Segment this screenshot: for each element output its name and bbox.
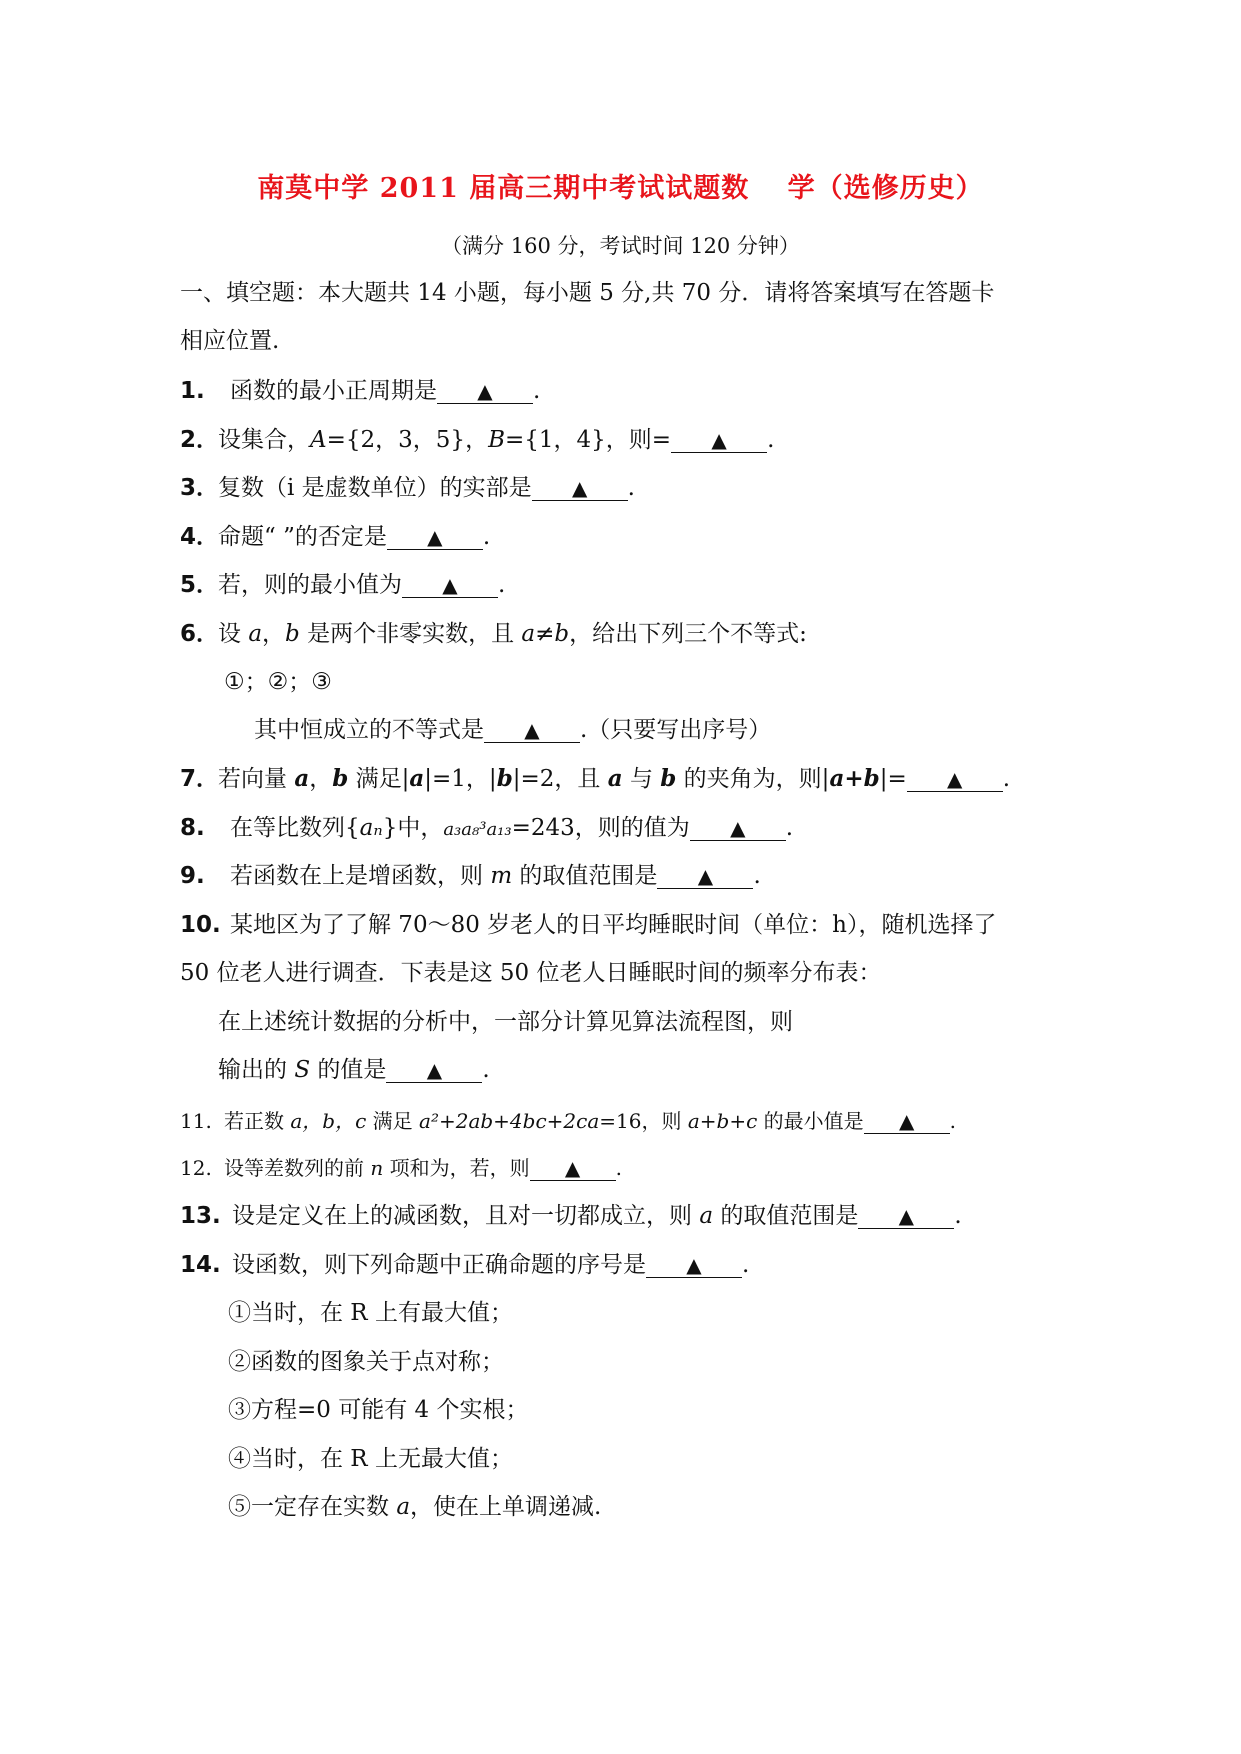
question-12 bbox=[180, 1153, 622, 1183]
question-text: 复数（i 是虚数单位）的实部是 bbox=[218, 475, 532, 501]
question-number: 11. bbox=[180, 1109, 212, 1133]
question-number: 7． bbox=[180, 766, 220, 792]
answer-blank bbox=[858, 1204, 954, 1229]
punctuation: . bbox=[742, 1252, 750, 1278]
var-a: a bbox=[248, 621, 263, 647]
answer-blank bbox=[864, 1109, 950, 1134]
vector-a: a bbox=[607, 765, 623, 792]
vector-b: b bbox=[660, 765, 677, 792]
question-text: 若向量 bbox=[218, 766, 295, 792]
question-number: 12. bbox=[180, 1156, 212, 1180]
question-6-sub bbox=[254, 715, 771, 745]
question-10 bbox=[180, 910, 996, 940]
question-text: ， bbox=[309, 766, 333, 792]
triangle-marker-icon: ▲ bbox=[898, 1204, 915, 1228]
question-8 bbox=[180, 813, 793, 845]
question-14 bbox=[180, 1250, 749, 1280]
punctuation: . bbox=[785, 815, 794, 841]
question-text: 设函数，则下列命题中正确命题的序号是 bbox=[232, 1252, 646, 1278]
question-text: 的最小值是 bbox=[757, 1109, 864, 1133]
question-6 bbox=[180, 619, 807, 649]
answer-blank bbox=[402, 573, 498, 598]
triangle-marker-icon: ▲ bbox=[898, 1109, 915, 1133]
var-a: a bbox=[699, 1203, 714, 1229]
answer-blank bbox=[671, 428, 767, 453]
vector-a: a bbox=[409, 765, 425, 792]
question-number: 3． bbox=[180, 475, 220, 501]
question-text: 设集合， bbox=[218, 427, 310, 453]
question-10-line-2: 50 位老人进行调查．下表是这 50 位老人日睡眠时间的频率分布表： bbox=[180, 960, 882, 986]
triangle-marker-icon: ▲ bbox=[730, 816, 746, 840]
vector-sum: a+b bbox=[829, 765, 880, 792]
question-text: 的取值范围是 bbox=[713, 1203, 859, 1229]
question-14-item-1: ①当时，在 R 上有最大值； bbox=[228, 1300, 513, 1326]
question-number: 9. bbox=[180, 863, 205, 889]
product-expression: a₃a₈³a₁₃ bbox=[443, 819, 512, 840]
var-m: m bbox=[490, 863, 513, 889]
answer-blank bbox=[690, 816, 786, 841]
punctuation: . bbox=[615, 1156, 622, 1180]
section-instructions-cont: 相应位置. bbox=[180, 328, 280, 354]
expression: a²+2ab+4bc+2ca bbox=[419, 1109, 600, 1133]
triangle-marker-icon: ▲ bbox=[477, 379, 493, 403]
section-instructions: 一、填空题：本大题共 14 小题，每小题 5 分,共 70 分．请将答案填写在答题卡 bbox=[180, 280, 995, 306]
question-text: |= bbox=[879, 766, 907, 792]
question-2 bbox=[180, 425, 774, 455]
triangle-marker-icon: ▲ bbox=[426, 1058, 443, 1082]
question-text: ，使在上单调递减. bbox=[410, 1494, 602, 1520]
question-text: 其中恒成立的不等式是 bbox=[254, 717, 484, 743]
vector-b: b bbox=[332, 765, 349, 792]
question-number: 1. bbox=[180, 378, 205, 404]
question-text: 满足 bbox=[366, 1109, 420, 1133]
question-text: ，给出下列三个不等式: bbox=[569, 621, 807, 647]
question-text: ={1，4}，则= bbox=[504, 427, 672, 453]
question-text: 设等差数列的前 bbox=[224, 1156, 371, 1180]
question-text: 的值是 bbox=[310, 1057, 387, 1083]
question-14-item-4: ④当时，在 R 上无最大值； bbox=[228, 1446, 513, 1472]
sequence-term: aₙ bbox=[359, 815, 383, 841]
question-number: 14. bbox=[180, 1252, 221, 1278]
question-text: 与 bbox=[622, 766, 661, 792]
question-number: 8. bbox=[180, 815, 205, 841]
question-10-line-3: 在上述统计数据的分析中，一部分计算见算法流程图，则 bbox=[218, 1009, 793, 1035]
punctuation: . bbox=[627, 475, 635, 501]
punctuation: . bbox=[533, 378, 541, 404]
question-text: 函数的最小正周期是 bbox=[230, 378, 437, 404]
punctuation: . bbox=[498, 572, 506, 598]
set-a: A bbox=[310, 427, 327, 453]
answer-blank bbox=[484, 718, 580, 743]
triangle-marker-icon: ▲ bbox=[697, 864, 714, 888]
question-text: 某地区为了了解 70～80 岁老人的日平均睡眠时间（单位：h），随机选择了 bbox=[230, 912, 997, 938]
triangle-marker-icon: ▲ bbox=[524, 718, 540, 742]
question-5 bbox=[180, 570, 505, 600]
var-b: b bbox=[285, 621, 300, 647]
triangle-marker-icon: ▲ bbox=[711, 428, 727, 452]
question-number: 2． bbox=[180, 427, 220, 453]
question-14-item-2: ②函数的图象关于点对称； bbox=[228, 1349, 504, 1375]
triangle-marker-icon: ▲ bbox=[442, 573, 458, 597]
question-13 bbox=[180, 1201, 962, 1231]
answer-blank bbox=[386, 1058, 482, 1083]
triangle-marker-icon: ▲ bbox=[427, 525, 443, 549]
triangle-marker-icon: ▲ bbox=[686, 1253, 702, 1277]
question-text: 的取值范围是 bbox=[512, 863, 658, 889]
question-text: ={2，3，5}， bbox=[326, 427, 489, 453]
punctuation: . bbox=[949, 1109, 957, 1133]
sum-expression: a+b+c bbox=[687, 1109, 758, 1133]
question-text: 是两个非零实数，且 bbox=[299, 621, 522, 647]
triangle-marker-icon: ▲ bbox=[564, 1156, 581, 1180]
question-text: 设是定义在上的减函数，且对一切都成立，则 bbox=[232, 1203, 700, 1229]
var-a: a bbox=[396, 1494, 411, 1520]
question-text: 满足| bbox=[348, 766, 410, 792]
question-text: }中， bbox=[382, 815, 444, 841]
answer-blank bbox=[657, 864, 753, 889]
punctuation: . bbox=[767, 427, 775, 453]
answer-blank bbox=[437, 379, 533, 404]
punctuation: .（只要写出序号） bbox=[580, 717, 772, 743]
question-text: 若函数在上是增函数，则 bbox=[230, 863, 491, 889]
question-text: =16，则 bbox=[599, 1109, 688, 1133]
question-number: 13. bbox=[180, 1203, 221, 1229]
vector-b: b bbox=[496, 765, 513, 792]
answer-blank bbox=[907, 767, 1003, 792]
answer-blank bbox=[646, 1253, 742, 1278]
exam-title: 南莫中学 2011 届高三期中考试试题数 学（选修历史） bbox=[257, 173, 984, 204]
answer-blank bbox=[530, 1156, 616, 1181]
question-9 bbox=[180, 861, 761, 891]
question-number: 10. bbox=[180, 912, 221, 938]
punctuation: . bbox=[753, 863, 761, 889]
question-10-line-4 bbox=[218, 1055, 490, 1085]
question-14-item-5 bbox=[228, 1492, 601, 1522]
question-text: ⑤一定存在实数 bbox=[228, 1494, 397, 1520]
question-4 bbox=[180, 522, 490, 552]
punctuation: . bbox=[1002, 766, 1011, 792]
question-1 bbox=[180, 376, 540, 406]
var-s: S bbox=[294, 1057, 311, 1083]
question-text: 输出的 bbox=[218, 1057, 295, 1083]
question-text: ， bbox=[262, 621, 286, 647]
question-11 bbox=[180, 1106, 956, 1136]
question-3 bbox=[180, 473, 635, 503]
var-abc: a，b，c bbox=[290, 1109, 367, 1133]
punctuation: . bbox=[954, 1203, 962, 1229]
question-text: 的夹角为，则| bbox=[676, 766, 830, 792]
question-number: 5． bbox=[180, 572, 220, 598]
answer-blank bbox=[387, 525, 483, 550]
question-text: 若，则的最小值为 bbox=[218, 572, 402, 598]
var-n: n bbox=[370, 1156, 384, 1180]
inequality: a≠b bbox=[521, 621, 570, 647]
answer-blank bbox=[532, 476, 628, 501]
question-6-options: ①；②；③ bbox=[224, 669, 332, 695]
triangle-marker-icon: ▲ bbox=[947, 767, 963, 791]
vector-a: a bbox=[294, 765, 310, 792]
question-text: =243，则的值为 bbox=[511, 815, 690, 841]
triangle-marker-icon: ▲ bbox=[571, 476, 588, 500]
question-text: |=2，且 bbox=[512, 766, 608, 792]
question-text: 在等比数列{ bbox=[230, 815, 360, 841]
question-text: 若正数 bbox=[224, 1109, 291, 1133]
question-14-item-3: ③方程=0 可能有 4 个实根； bbox=[228, 1397, 529, 1423]
question-text: 项和为，若，则 bbox=[383, 1156, 530, 1180]
question-number: 6． bbox=[180, 621, 220, 647]
punctuation: . bbox=[482, 524, 491, 550]
question-number: 4． bbox=[180, 524, 220, 550]
question-text: |=1，| bbox=[424, 766, 497, 792]
exam-subtitle: （满分 160 分，考试时间 120 分钟） bbox=[441, 234, 800, 258]
question-7 bbox=[180, 764, 1010, 794]
question-text: 设 bbox=[218, 621, 249, 647]
set-b: B bbox=[488, 427, 505, 453]
question-text: 命题“ ”的否定是 bbox=[218, 524, 387, 550]
punctuation: . bbox=[482, 1057, 490, 1083]
